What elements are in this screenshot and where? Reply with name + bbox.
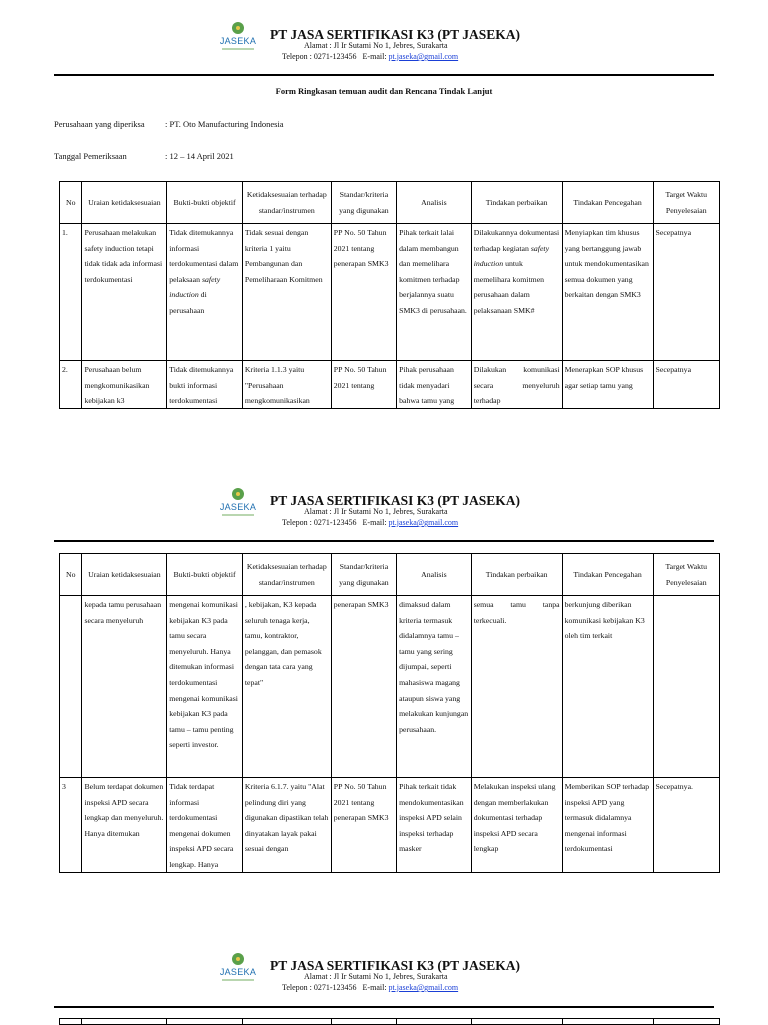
jaseka-logo xyxy=(216,953,260,993)
header-divider xyxy=(54,1006,714,1008)
inspection-date: Tanggal Pemeriksaan : 12 – 14 April 2021 xyxy=(54,151,234,161)
letterhead-2 xyxy=(0,488,768,548)
company-address: Alamat : Jl Ir Sutami No 1, Jebres, Surakarta xyxy=(304,41,448,50)
table-row: 3 Belum terdapat dokumen inspeksi APD secara lengkap dan menyeluruh. Hanya ditemukan Tidak terdapat informasi terdokumentasi mengenai dokumen inspeksi APD secara lengkap. Hanya Kriteria 6.1.7. yaitu "Alat pelindung diri yang digunakan dipastikan telah dinyatakan layak pakai sesuai dengan PP No. 50 Tahun 2021 tentang penerapan SMK3 Pihak terkait tidak mendokumentasikan inspeksi APD selain inspeksi terhadap masker Melakukan inspeksi ulang dengan memberlakukan dokumentasi terhadap inspeksi APD secara lengkap Memberikan SOP terhadap inspeksi APD yang termasuk didalamnya mengenai informasi terdokumentasi Secepatnya. xyxy=(60,778,720,873)
header-divider xyxy=(54,540,714,542)
jaseka-logo xyxy=(216,488,260,528)
email-link[interactable]: pt.jaseka@gmail.com xyxy=(388,983,459,992)
logo-text: JASEKA xyxy=(219,36,257,46)
company-inspected: Perusahaan yang diperiksa : PT. Oto Manufacturing Indonesia xyxy=(54,119,284,129)
email-link[interactable]: pt.jaseka@gmail.com xyxy=(388,52,459,61)
table-header-row: No Uraian ketidaksesuaian Bukti-bukti objektif Ketidaksesuaian terhadap standar/instrumen Standar/kriteria yang digunakan Analisis Tindakan perbaikan Tindakan Pencegahan Target Waktu Penyelesaian xyxy=(60,554,720,596)
company-title: PT JASA SERTIFIKASI K3 (PT JASEKA) xyxy=(270,493,520,508)
jaseka-logo xyxy=(216,22,260,62)
findings-table-2 xyxy=(59,553,720,873)
company-title: PT JASA SERTIFIKASI K3 (PT JASEKA) xyxy=(270,27,520,42)
letterhead-1 xyxy=(0,22,768,82)
logo-text: JASEKA xyxy=(219,502,257,512)
company-contact: Telepon : 0271-123456 E-mail: pt.jaseka@gmail.com xyxy=(282,518,459,527)
company-address: Alamat : Jl Ir Sutami No 1, Jebres, Surakarta xyxy=(304,972,448,981)
letterhead-3 xyxy=(0,953,768,1013)
company-title: PT JASA SERTIFIKASI K3 (PT JASEKA) xyxy=(270,958,520,973)
company-contact: Telepon : 0271-123456 E-mail: pt.jaseka@gmail.com xyxy=(282,52,459,61)
email-link[interactable]: pt.jaseka@gmail.com xyxy=(388,518,459,527)
table-row: 2. Perusahaan belum mengkomunikasikan kebijakan k3 Tidak ditemukannya bukti informasi terdokumentasi Kriteria 1.1.3 yaitu "Perusahaan mengkomunikasikan PP No. 50 Tahun 2021 tentang Pihak perusahaan tidak menyadari bahwa tamu yang Dilakukan komunikasi secara menyeluruh terhadap Menerapkan SOP khusus agar setiap tamu yang Secepatnya xyxy=(60,361,720,409)
logo-emblem-icon xyxy=(232,488,244,500)
table-row: 1. Perusahaan melakukan safety induction tetapi tidak tidak ada informasi terdokumentasi Tidak ditemukannya informasi terdokumentasi dalam pelaksaan safety induction di perusahaan Tidak sesuai dengan kriteria 1 yaitu Pembangunan dan Pemeliharaan Komitmen PP No. 50 Tahun 2021 tentang penerapan SMK3 Pihak terkait lalai dalam membangun dan memelihara komitmen terhadap berjalannya suatu SMK3 di perusahaan. Dilakukannya dokumentasi terhadap kegiatan safety induction untuk memelihara komitmen perusahaan dalam pelaksanaan SMK# Menyiapkan tim khusus yang bertanggung jawab untuk mendokumentasikan semua dokumen yang berkaitan dengan SMK3 Secepatnya xyxy=(60,224,720,361)
form-title: Form Ringkasan temuan audit dan Rencana Tindak Lanjut xyxy=(275,86,493,96)
company-address: Alamat : Jl Ir Sutami No 1, Jebres, Surakarta xyxy=(304,507,448,516)
logo-text: JASEKA xyxy=(219,967,257,977)
table-row: kepada tamu perusahaan secara menyeluruh mengenai komunikasi kebijakan K3 pada tamu secara menyeluruh. Hanya ditemukan informasi terdokumentasi mengenai komunikasi kebijakan K3 pada tamu – tamu penting seperti investor. , kebijakan, K3 kepada seluruh tenaga kerja, tamu, kontraktor, pelanggan, dan pemasok dengan tata cara yang tepat" penerapan SMK3 dimaksud dalam kriteria termasuk didalamnya tamu – tamu yang sering dijumpai, seperti mahasiswa magang ataupun siswa yang melakukan kunjungan perusahaan. semua tamu tanpa terkecuali. berkunjung diberikan komunikasi kebijakan K3 oleh tim terkait xyxy=(60,596,720,778)
logo-emblem-icon xyxy=(232,953,244,965)
findings-table-1 xyxy=(59,181,720,409)
table-header-row: No Uraian ketidaksesuaian Bukti-bukti objektif Ketidaksesuaian terhadap standar/instrumen Standar/kriteria yang digunakan Analisis Tindakan perbaikan Tindakan Pencegahan Target Waktu Penyelesaian xyxy=(60,182,720,224)
logo-emblem-icon xyxy=(232,22,244,34)
header-divider xyxy=(54,74,714,76)
company-contact: Telepon : 0271-123456 E-mail: pt.jaseka@gmail.com xyxy=(282,983,459,992)
